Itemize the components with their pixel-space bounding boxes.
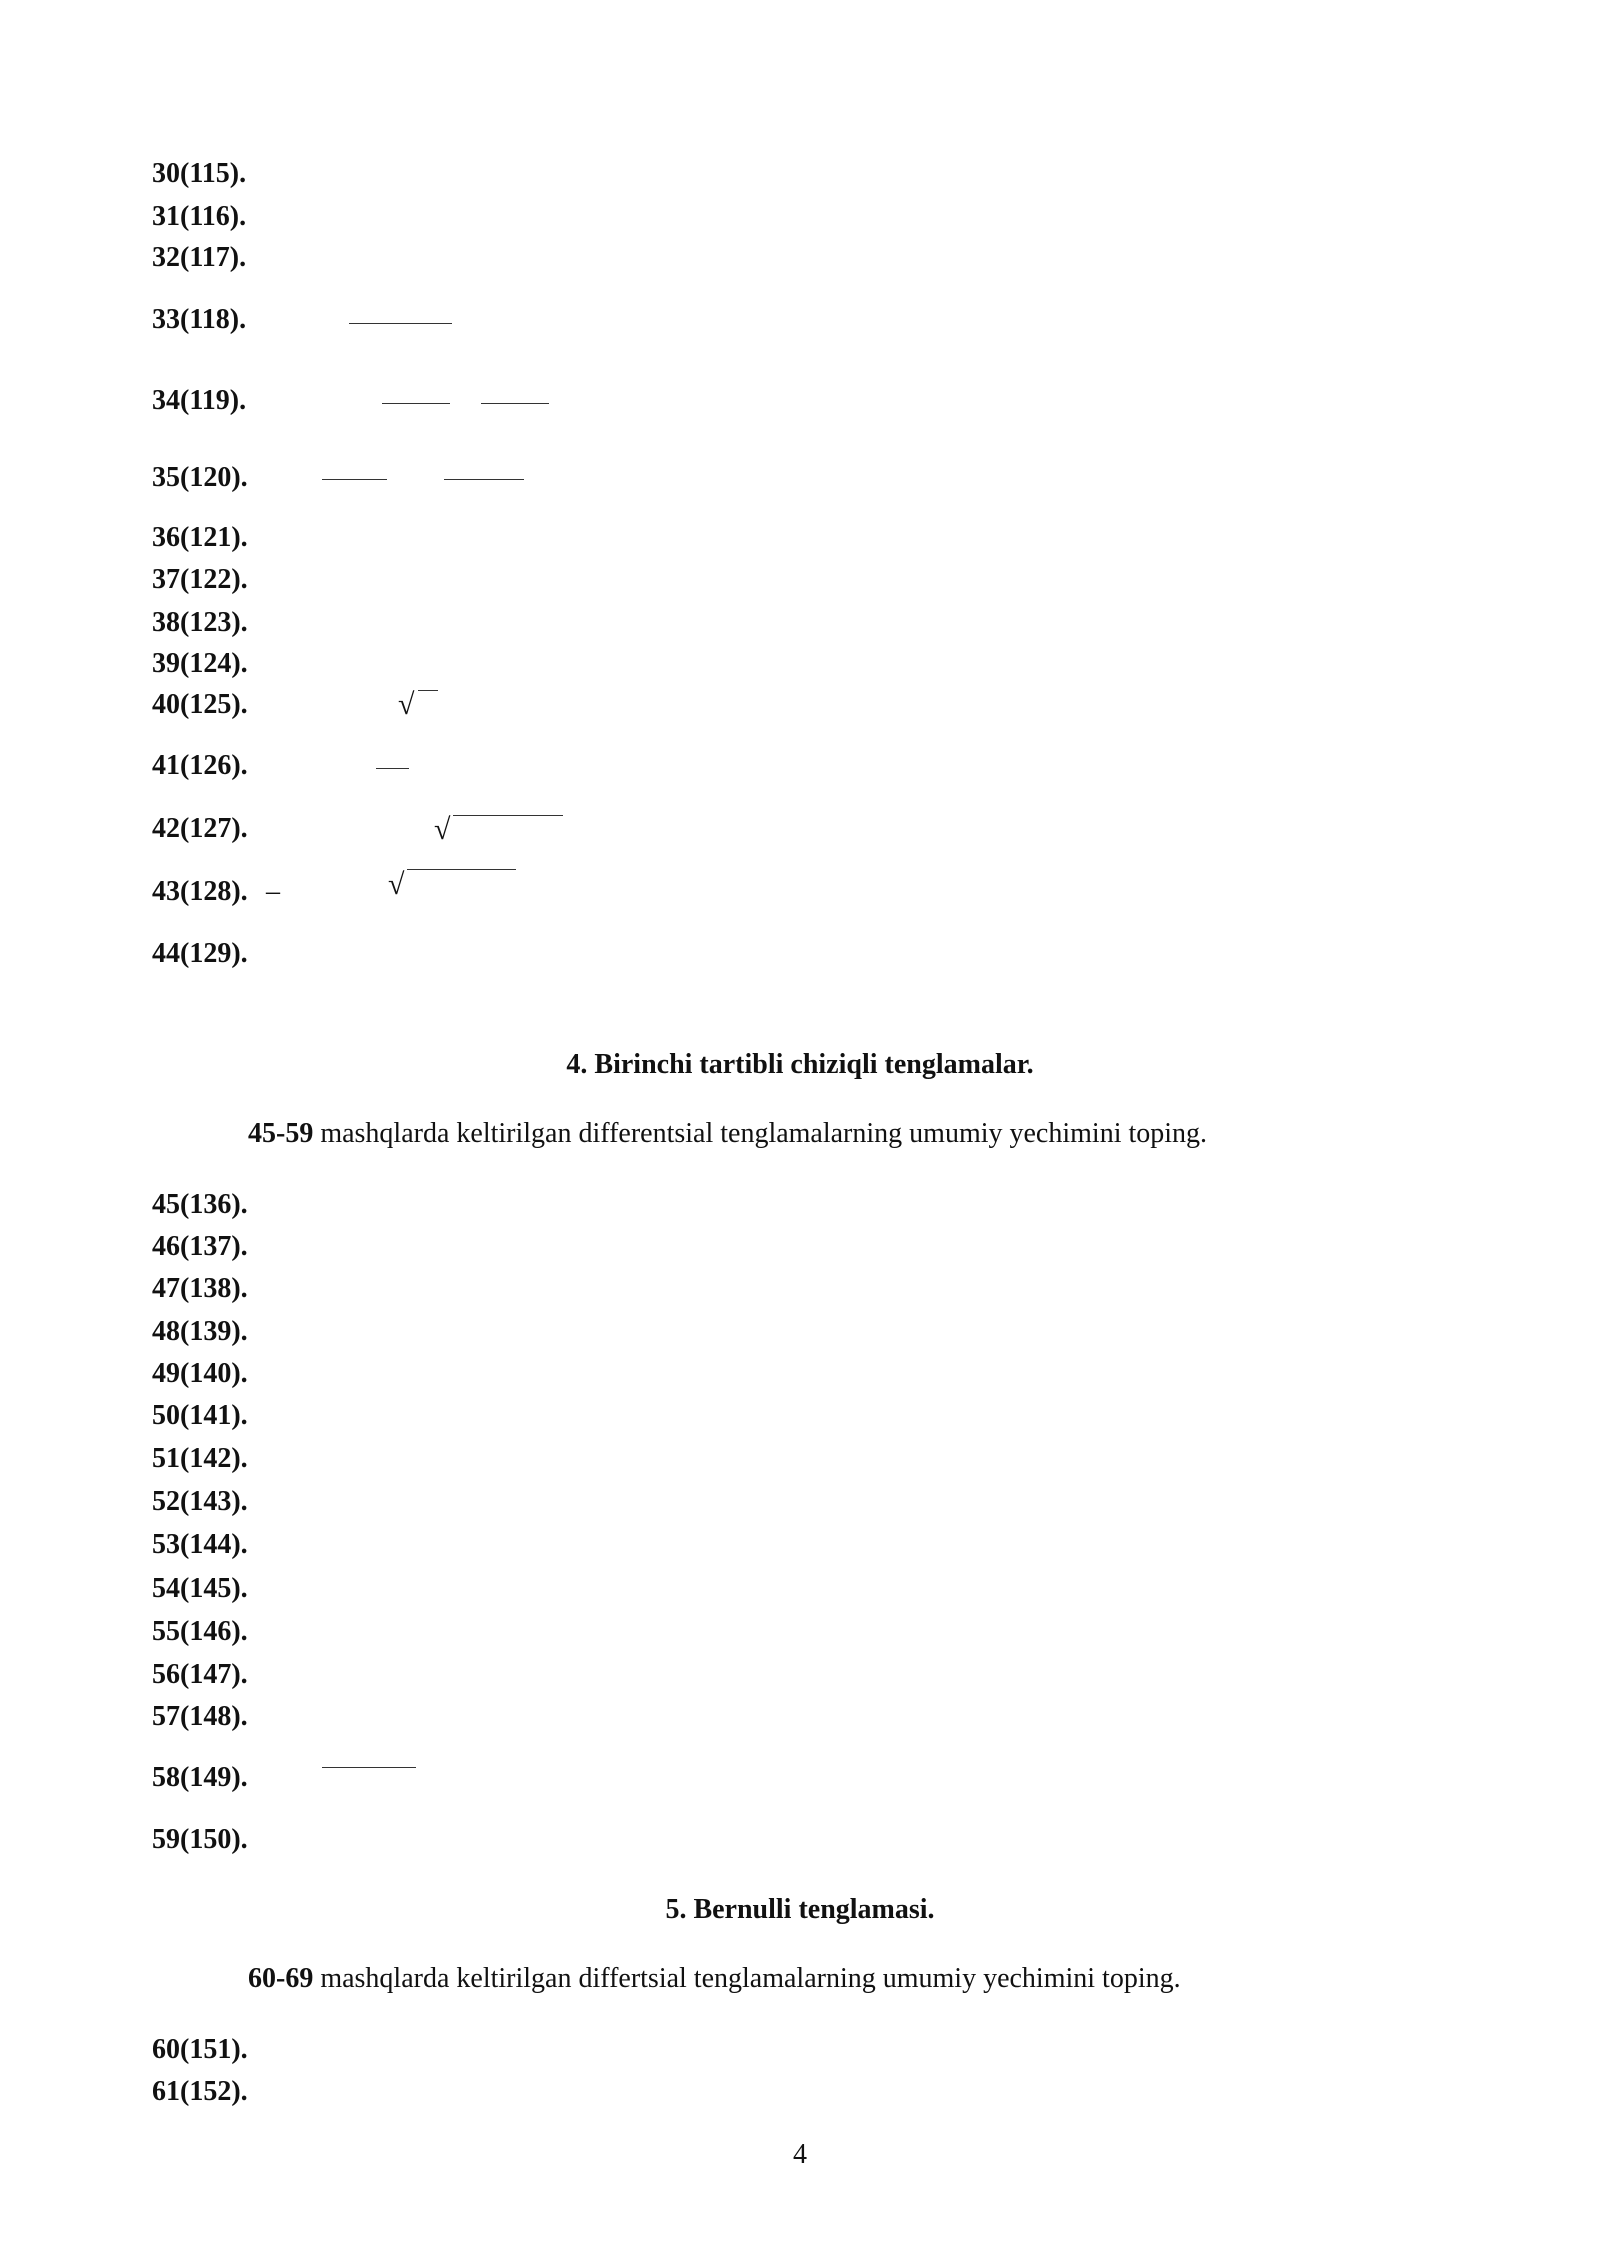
exercise-number: 30(115). bbox=[152, 158, 247, 189]
exercise-number: 39(124). bbox=[152, 648, 248, 679]
exercise-number: 38(123). bbox=[152, 607, 248, 638]
exercise-number: 48(139). bbox=[152, 1316, 248, 1347]
exercise-number: 43(128). bbox=[152, 876, 248, 907]
section-heading: 4. Birinchi tartibli chiziqli tenglamalar. bbox=[566, 1049, 1034, 1080]
section-heading: 5. Bernulli tenglamasi. bbox=[665, 1894, 935, 1925]
fraction-bar bbox=[444, 479, 524, 480]
exercise-number: 55(146). bbox=[152, 1616, 248, 1647]
exercise-number: 58(149). bbox=[152, 1762, 248, 1793]
fraction-bar bbox=[349, 323, 452, 324]
sqrt-symbol: √ bbox=[398, 688, 415, 721]
exercise-number: 59(150). bbox=[152, 1824, 248, 1855]
sqrt-symbol: √ bbox=[434, 813, 451, 846]
intro-text: mashqlarda keltirilgan differentsial tenglamalarning umumiy yechimini toping. bbox=[313, 1118, 1208, 1149]
section-intro bbox=[248, 1962, 1181, 1996]
page-number: 4 bbox=[793, 2139, 807, 2170]
intro-text: mashqlarda keltirilgan differtsial tenglamalarning umumiy yechimini toping. bbox=[313, 1963, 1181, 1994]
fraction-bar bbox=[376, 768, 409, 769]
section-intro bbox=[248, 1117, 1207, 1151]
sqrt-bar bbox=[407, 869, 516, 870]
exercise-number: 46(137). bbox=[152, 1231, 248, 1262]
exercise-range: 60-69 bbox=[248, 1963, 314, 1994]
minus-sign: – bbox=[266, 876, 280, 907]
exercise-number: 41(126). bbox=[152, 750, 248, 781]
exercise-number: 47(138). bbox=[152, 1273, 248, 1304]
exercise-number: 33(118). bbox=[152, 304, 247, 335]
exercise-number: 61(152). bbox=[152, 2076, 248, 2107]
exercise-number: 57(148). bbox=[152, 1701, 248, 1732]
sqrt-bar bbox=[453, 815, 563, 816]
sqrt-bar bbox=[418, 690, 438, 691]
exercise-number: 53(144). bbox=[152, 1529, 248, 1560]
exercise-number: 44(129). bbox=[152, 938, 248, 969]
exercise-number: 34(119). bbox=[152, 385, 247, 416]
fraction-bar bbox=[322, 1767, 416, 1768]
exercise-number: 54(145). bbox=[152, 1573, 248, 1604]
exercise-number: 60(151). bbox=[152, 2034, 248, 2065]
fraction-bar bbox=[481, 403, 549, 404]
exercise-number: 49(140). bbox=[152, 1358, 248, 1389]
exercise-number: 32(117). bbox=[152, 242, 247, 273]
exercise-number: 35(120). bbox=[152, 462, 248, 493]
exercise-number: 50(141). bbox=[152, 1400, 248, 1431]
exercise-number: 56(147). bbox=[152, 1659, 248, 1690]
exercise-number: 37(122). bbox=[152, 564, 248, 595]
exercise-number: 36(121). bbox=[152, 522, 248, 553]
fraction-bar bbox=[322, 479, 387, 480]
exercise-number: 51(142). bbox=[152, 1443, 248, 1474]
exercise-number: 42(127). bbox=[152, 813, 248, 844]
sqrt-symbol: √ bbox=[388, 868, 405, 901]
fraction-bar bbox=[382, 403, 450, 404]
exercise-number: 52(143). bbox=[152, 1486, 248, 1517]
exercise-number: 45(136). bbox=[152, 1189, 248, 1220]
exercise-number: 40(125). bbox=[152, 689, 248, 720]
exercise-number: 31(116). bbox=[152, 201, 247, 232]
exercise-range: 45-59 bbox=[248, 1118, 314, 1149]
